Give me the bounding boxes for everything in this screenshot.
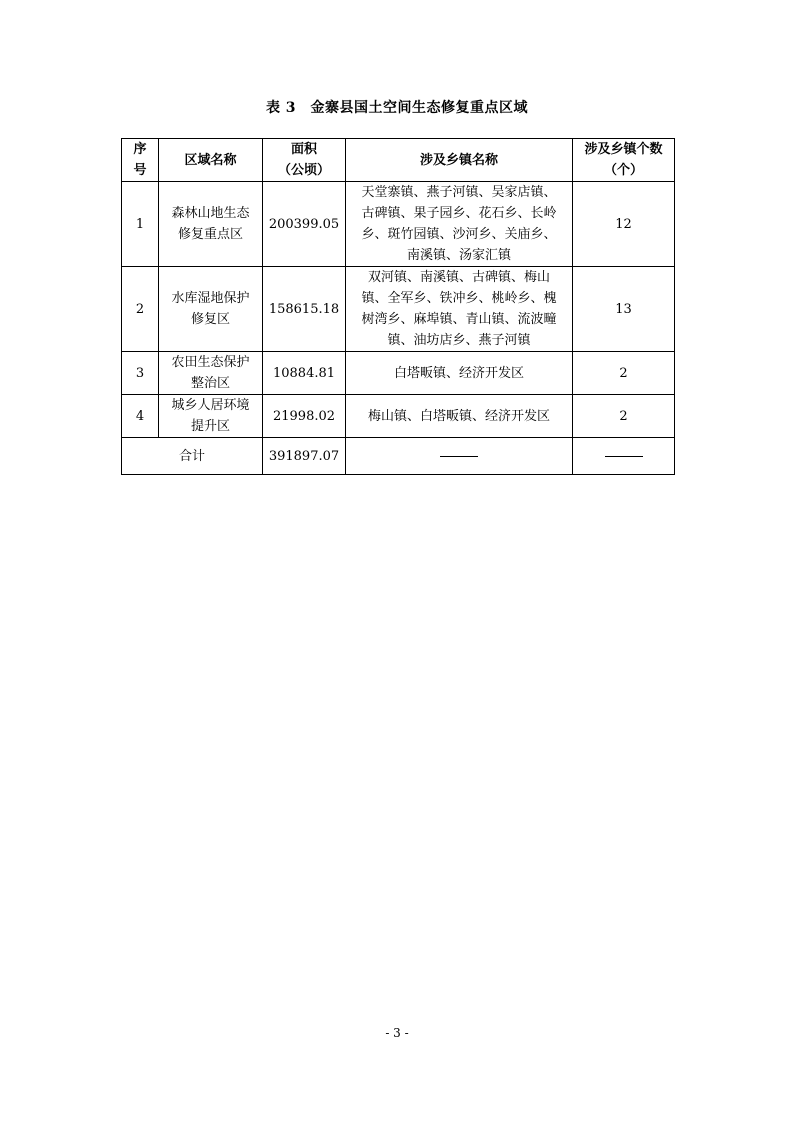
dash-line (440, 456, 478, 457)
header-area: 面积 （公顷） (263, 139, 346, 182)
page-number: - 3 - (385, 1026, 409, 1040)
table-row (122, 182, 675, 267)
row-name: 水库湿地保护 修复区 (159, 267, 263, 352)
row-name: 森林山地生态 修复重点区 (159, 182, 263, 267)
table-row (122, 267, 675, 352)
row-name: 城乡人居环境 提升区 (159, 395, 263, 438)
row-no: 2 (122, 267, 159, 352)
row-towns: 白塔畈镇、经济开发区 (346, 352, 573, 395)
row-no: 1 (122, 182, 159, 267)
row-area: 158615.18 (263, 267, 346, 352)
row-count: 12 (573, 182, 675, 267)
row-area: 10884.81 (263, 352, 346, 395)
total-count-placeholder (573, 438, 675, 475)
total-area: 391897.07 (263, 438, 346, 475)
row-count: 2 (573, 395, 675, 438)
row-no: 4 (122, 395, 159, 438)
row-count: 2 (573, 352, 675, 395)
ecological-restoration-table (121, 138, 675, 475)
total-towns-placeholder (346, 438, 573, 475)
header-name: 区域名称 (159, 139, 263, 182)
row-area: 21998.02 (263, 395, 346, 438)
row-no: 3 (122, 352, 159, 395)
total-label: 合计 (122, 438, 263, 475)
table-title: 表 3 金寨县国土空间生态修复重点区域 (265, 100, 529, 116)
header-no: 序 号 (122, 139, 159, 182)
table-row (122, 395, 675, 438)
header-row (122, 139, 675, 182)
table-row (122, 352, 675, 395)
row-area: 200399.05 (263, 182, 346, 267)
header-count: 涉及乡镇个数 （个） (573, 139, 675, 182)
row-name: 农田生态保护 整治区 (159, 352, 263, 395)
row-count: 13 (573, 267, 675, 352)
row-towns: 天堂寨镇、燕子河镇、吴家店镇、 古碑镇、果子园乡、花石乡、长岭 乡、斑竹园镇、沙河乡、关庙乡、 南溪镇、汤家汇镇 (346, 182, 573, 267)
dash-line (605, 456, 643, 457)
header-towns: 涉及乡镇名称 (346, 139, 573, 182)
row-towns: 双河镇、南溪镇、古碑镇、梅山 镇、全军乡、铁冲乡、桃岭乡、槐 树湾乡、麻埠镇、青山镇、流波疃 镇、油坊店乡、燕子河镇 (346, 267, 573, 352)
row-towns: 梅山镇、白塔畈镇、经济开发区 (346, 395, 573, 438)
total-row (122, 438, 675, 475)
